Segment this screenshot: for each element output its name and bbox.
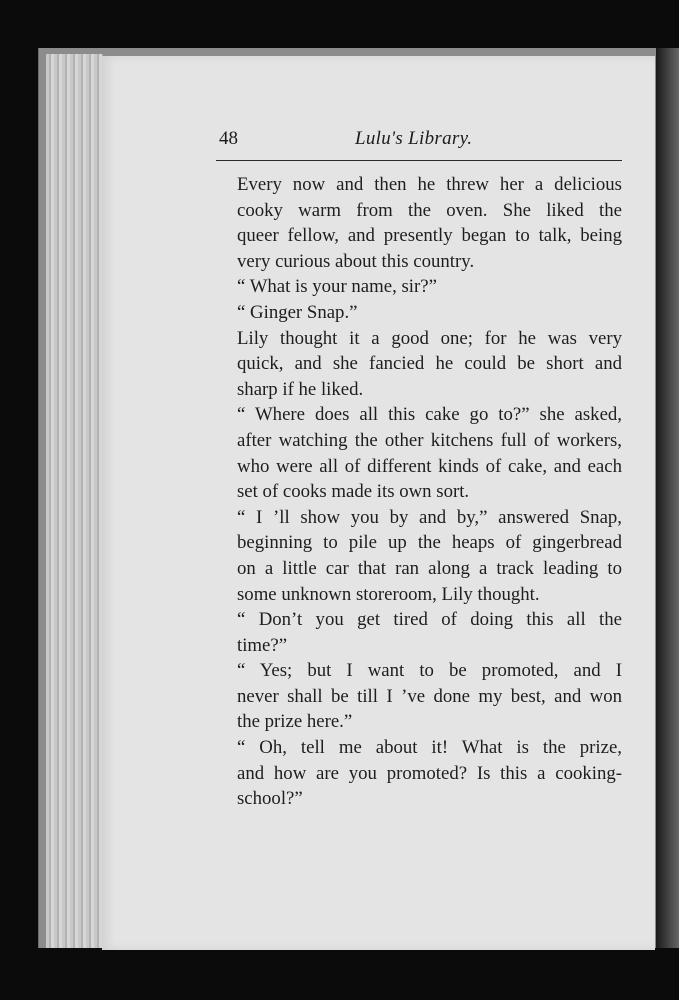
text-line: beginning to pile up the heaps of gingerbread xyxy=(237,532,622,554)
page-number: 48 xyxy=(219,128,238,149)
header-rule xyxy=(216,160,622,161)
paragraph xyxy=(215,172,622,274)
text-line: on a little car that ran along a track leading to xyxy=(237,557,622,579)
paragraph xyxy=(215,274,622,300)
text-line: “ I ’ll show you by and by,” answered Snap, xyxy=(237,506,622,528)
text-line: sharp if he liked. xyxy=(237,378,364,400)
body-text xyxy=(215,172,622,812)
page-header xyxy=(213,128,622,158)
text-line: cooky warm from the oven. She liked the xyxy=(237,199,622,221)
text-line: the prize here.” xyxy=(237,711,353,733)
text-line: never shall be till I ’ve done my best, and won xyxy=(237,685,622,707)
paragraph xyxy=(215,505,622,607)
text-line: who were all of different kinds of cake, and each xyxy=(237,455,622,477)
text-line: queer fellow, and presently began to talk, being xyxy=(237,225,622,247)
paragraph xyxy=(215,607,622,658)
running-title: Lulu's Library. xyxy=(355,128,473,149)
text-line: Every now and then he threw her a delicious xyxy=(237,174,622,195)
text-line: “ Don’t you get tired of doing this all the xyxy=(237,609,622,631)
text-line: Lily thought it a good one; for he was very xyxy=(237,327,622,349)
text-line: “ Oh, tell me about it! What is the prize, xyxy=(237,737,622,759)
text-line: time?” xyxy=(237,634,288,656)
text-line: after watching the other kitchens full of workers, xyxy=(237,429,622,451)
text-line: some unknown storeroom, Lily thought. xyxy=(237,583,540,605)
paragraph xyxy=(215,326,622,403)
text-line: school?” xyxy=(237,788,303,810)
paragraph xyxy=(215,735,622,812)
cover-edge xyxy=(656,48,679,948)
text-line: “ Ginger Snap.” xyxy=(237,301,358,323)
page-edges xyxy=(46,54,103,948)
text-line: quick, and she fancied he could be short and xyxy=(237,353,622,375)
text-line: “ Yes; but I want to be promoted, and I xyxy=(237,660,622,682)
text-line: very curious about this country. xyxy=(237,250,475,272)
text-line: and how are you promoted? Is this a cooking- xyxy=(237,762,622,784)
text-line: “ What is your name, sir?” xyxy=(237,276,437,298)
paragraph xyxy=(215,658,622,735)
text-line: “ Where does all this cake go to?” she asked, xyxy=(237,404,622,426)
paragraph xyxy=(215,402,622,504)
text-line: set of cooks made its own sort. xyxy=(237,481,470,503)
paragraph xyxy=(215,300,622,326)
